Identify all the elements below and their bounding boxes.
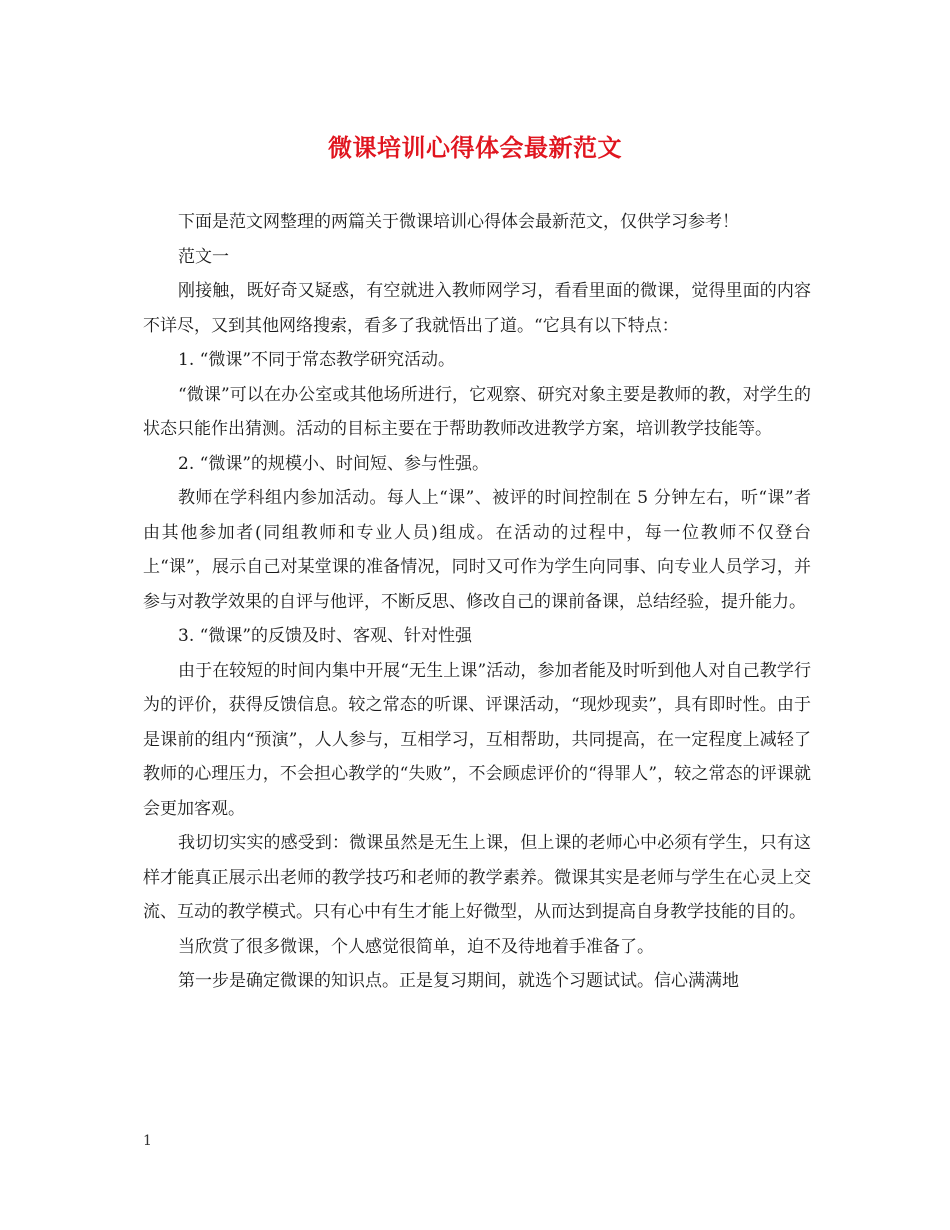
- body-paragraph: “微课”可以在办公室或其他场所进行，它观察、研究对象主要是教师的教，对学生的状态只能作出猜测。活动的目标主要在于帮助教师改进教学方案，培训教学技能等。: [143, 384, 811, 439]
- list-item-heading: 2. “微课”的规模小、时间短、参与性强。: [178, 453, 490, 474]
- intro-paragraph: 下面是范文网整理的两篇关于微课培训心得体会最新范文，仅供学习参考！: [178, 212, 739, 232]
- body-paragraph: 刚接触，既好奇又疑惑，有空就进入教师网学习，看看里面的微课，觉得里面的内容不详尽，又到其他网络搜索，看多了我就悟出了道。“它具有以下特点：: [143, 281, 811, 336]
- body-paragraph: 当欣赏了很多微课，个人感觉很简单，迫不及待地着手准备了。: [178, 936, 654, 957]
- body-paragraph: 教师在学科组内参加活动。每人上“课”、被评的时间控制在 5 分钟左右，听“课”者由其他参加者(同组教师和专业人员)组成。在活动的过程中，每一位教师不仅登台上“课”，展示自己对某堂课的准备情况，同时又可作为学生向同事、向专业人员学习，并参与对教学效果的自评与他评，不断反思、修改自己的课前备课，总结经验，提升能力。: [143, 488, 811, 612]
- list-item-heading: 1. “微课”不同于常态教学研究活动。: [178, 350, 456, 370]
- body-paragraph: 我切切实实的感受到：微课虽然是无生上课，但上课的老师心中必须有学生，只有这样才能真正展示出老师的教学技巧和老师的教学素养。微课其实是老师与学生在心灵上交流、互动的教学模式。只有心中有生才能上好微型，从而达到提高自身教学技能的目的。: [143, 833, 811, 922]
- page-number: 1: [143, 1133, 152, 1149]
- section-heading-sample-one: 范文一: [178, 246, 229, 267]
- body-paragraph: 第一步是确定微课的知识点。正是复习期间，就选个习题试试。信心满满地: [178, 971, 739, 991]
- document-body: [143, 205, 811, 999]
- body-paragraph: 由于在较短的时间内集中开展“无生上课”活动，参加者能及时听到他人对自己教学行为的评价，获得反馈信息。较之常态的听课、评课活动，“现炒现卖”，具有即时性。由于是课前的组内“预演”，人人参与，互相学习，互相帮助，共同提高，在一定程度上减轻了教师的心理压力，不会担心教学的“失败”，不会顾虑评价的“得罪人”，较之常态的评课就会更加客观。: [143, 660, 811, 819]
- document-title: 微课培训心得体会最新范文: [328, 133, 622, 162]
- list-item-heading: 3. “微课”的反馈及时、客观、针对性强: [178, 626, 473, 646]
